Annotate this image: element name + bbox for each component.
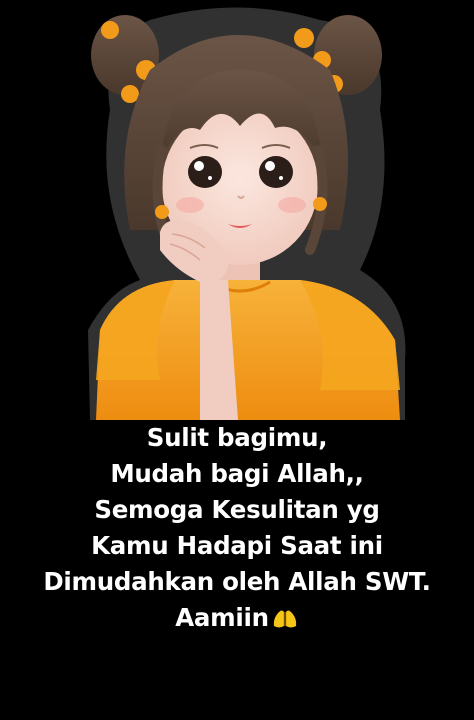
right-earring [313, 197, 327, 211]
left-earring [155, 205, 169, 219]
closing-text: Aamiin [175, 603, 269, 632]
quote-line-2: Mudah bagi Allah,, [110, 459, 364, 488]
quote-line-1: Sulit bagimu, [146, 423, 328, 452]
quote-text-block [0, 420, 474, 636]
quote-line-5: Dimudahkan oleh Allah SWT. [43, 567, 431, 596]
closing-line [0, 600, 474, 636]
quote-line-3: Semoga Kesulitan yg [94, 495, 380, 524]
right-eye [259, 156, 293, 188]
quote-line-4: Kamu Hadapi Saat ini [91, 531, 383, 560]
praying-hands-icon [271, 606, 299, 630]
left-eye [188, 156, 222, 188]
